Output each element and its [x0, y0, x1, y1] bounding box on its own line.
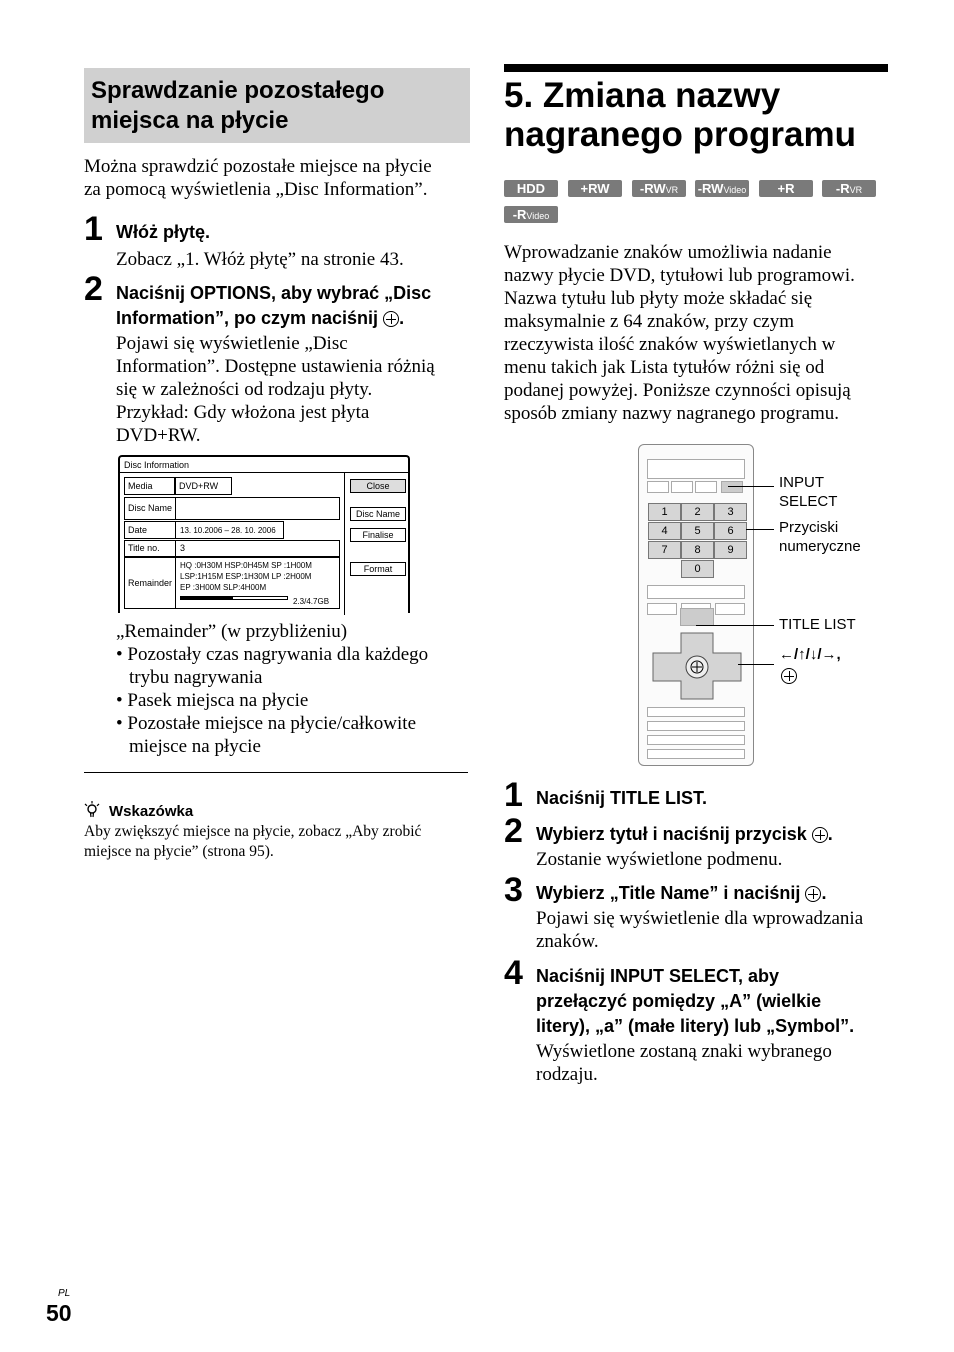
- leader-line: [728, 486, 774, 487]
- badge-plus-r: +R: [759, 180, 813, 197]
- number-key-2[interactable]: 2: [681, 503, 714, 521]
- callout-numeric-buttons: Przyciski numeryczne: [779, 519, 861, 555]
- remainder-line: LSP:1H15M ESP:1H30M LP :2H00M: [180, 572, 312, 581]
- step-text: Zobacz „1. Włóż płytę” na stronie 43.: [116, 249, 404, 270]
- capacity-bar-fill: [181, 597, 233, 599]
- close-button[interactable]: Close: [350, 479, 406, 493]
- step-number: 1: [504, 776, 523, 814]
- capacity-value: 2.3/4.7GB: [293, 597, 330, 606]
- divider: [84, 772, 468, 773]
- number-key-3[interactable]: 3: [714, 503, 747, 521]
- number-key-1[interactable]: 1: [648, 503, 681, 521]
- title-no-value: 3: [180, 543, 186, 553]
- number-key-5[interactable]: 5: [681, 522, 714, 540]
- number-key-9[interactable]: 9: [714, 541, 747, 559]
- step-number: 3: [504, 871, 523, 909]
- remote-control: [638, 444, 754, 766]
- step-number: 2: [504, 812, 523, 850]
- intro-paragraph: Wprowadzanie znaków umożliwia nadanie nazwy płycie DVD, tytułowi lub programowi. Nazwa tytułu lub płyty może składać się maksymalnie z 64 znaków, przy czym rzeczywista ilość znaków wyświetlanych w menu takich jak Lista tytułów różni się od podanej powyżej. Poniższe czynności opisują sposób zmiany nazwy nagranego programu.: [504, 242, 855, 424]
- step-text: Pojawi się wyświetlenie dla wprowadzania znaków.: [536, 908, 864, 952]
- step-text: Pojawi się wyświetlenie „Disc Information”. Dostępne ustawienia różnią się w zależności od rodzaju płyty. Przykład: Gdy włożona jest płyta DVD+RW.: [116, 333, 435, 446]
- badge-minus-r-vr: -RVR: [822, 180, 876, 197]
- date-value: 13. 10.2006 – 28. 10. 2006: [180, 526, 276, 535]
- badge-minus-r-video: -RVideo: [504, 206, 558, 223]
- step-heading: Naciśnij TITLE LIST.: [536, 788, 708, 808]
- list-item: • Pozostałe miejsce na płycie/całkowite miejsce na płycie: [116, 713, 416, 757]
- badge-minus-rw-vr: -RWVR: [632, 180, 686, 197]
- language-code: PL: [58, 1288, 71, 1299]
- step-heading: Wybierz tytuł i naciśnij przycisk .: [536, 824, 833, 844]
- badge-plus-rw: +RW: [568, 180, 622, 197]
- step-number: 4: [504, 954, 523, 992]
- title-rule: [504, 64, 888, 72]
- enter-button-icon: [383, 311, 399, 327]
- section-heading-box: [84, 68, 470, 143]
- finalise-button[interactable]: Finalise: [350, 528, 406, 542]
- intro-paragraph: Można sprawdzić pozostałe miejsce na płycie za pomocą wyświetlenia „Disc Information”.: [84, 156, 432, 200]
- tip-text: Aby zwiększyć miejsce na płycie, zobacz „Aby zrobić miejsce na płycie” (strona 95).: [84, 823, 422, 860]
- bullet-list: [116, 643, 466, 758]
- media-value: DVD+RW: [179, 481, 219, 491]
- number-key-6[interactable]: 6: [714, 522, 747, 540]
- callout-title-list: TITLE LIST: [779, 616, 856, 633]
- tip-icon: [84, 801, 100, 824]
- step-heading: Wybierz „Title Name” i naciśnij .: [536, 883, 827, 903]
- enter-button-icon: [812, 827, 828, 843]
- callout-input-select: INPUT SELECT: [779, 474, 838, 510]
- number-key-8[interactable]: 8: [681, 541, 714, 559]
- remainder-label: Remainder: [128, 578, 173, 588]
- chapter-title: 5. Zmiana nazwy nagranego programu: [504, 76, 856, 154]
- leader-line: [696, 625, 774, 626]
- enter-button-icon: [805, 886, 821, 902]
- step-heading: Włóż płytę.: [116, 222, 210, 242]
- callout-arrows: ←/↑/↓/→,: [779, 646, 841, 663]
- disc-name-label: Disc Name: [128, 503, 173, 513]
- list-item: • Pozostały czas nagrywania dla każdego trybu nagrywania: [116, 644, 429, 688]
- remainder-line: EP :3H00M SLP:4H00M: [180, 583, 267, 592]
- badge-minus-rw-video: -RWVideo: [695, 180, 749, 197]
- badge-hdd: HDD: [504, 180, 558, 197]
- page-number: 50: [46, 1300, 72, 1326]
- leader-line: [746, 529, 774, 530]
- step-number: 2: [84, 270, 103, 308]
- disc-name-button[interactable]: Disc Name: [350, 507, 406, 521]
- title-no-label: Title no.: [128, 543, 160, 553]
- remainder-line: HQ :0H30M HSP:0H45M SP :1H00M: [180, 561, 312, 570]
- number-key-4[interactable]: 4: [648, 522, 681, 540]
- step-heading: Naciśnij INPUT SELECT, aby przełączyć pomiędzy „A” (wielkie litery), „a” (małe litery) lub „Symbol”.: [536, 966, 855, 1036]
- number-key-7[interactable]: 7: [648, 541, 681, 559]
- disc-information-screen: [118, 455, 410, 613]
- date-label: Date: [128, 525, 148, 535]
- step-text: Zostanie wyświetlone podmenu.: [536, 849, 783, 870]
- title-list-button[interactable]: [680, 608, 714, 626]
- screen-title: Disc Information: [124, 460, 190, 470]
- step-number: 1: [84, 210, 103, 248]
- tip-title: Wskazówka: [109, 803, 194, 820]
- media-label: Media: [128, 481, 153, 491]
- input-select-button[interactable]: [721, 481, 743, 493]
- enter-button-icon: [781, 668, 797, 686]
- arrow-pad[interactable]: [647, 631, 747, 701]
- leader-line: [738, 664, 774, 665]
- step-heading: Naciśnij OPTIONS, aby wybrać „Disc Information”, po czym naciśnij .: [116, 283, 432, 328]
- format-button[interactable]: Format: [350, 562, 406, 576]
- remainder-caption: „Remainder” (w przybliżeniu): [116, 621, 348, 642]
- step-text: Wyświetlone zostaną znaki wybranego rodzaju.: [536, 1041, 832, 1085]
- number-key-0[interactable]: 0: [681, 560, 714, 578]
- list-item: • Pasek miejsca na płycie: [116, 690, 309, 711]
- capacity-bar: [180, 596, 288, 600]
- section-title: Sprawdzanie pozostałego miejsca na płycie: [91, 77, 385, 134]
